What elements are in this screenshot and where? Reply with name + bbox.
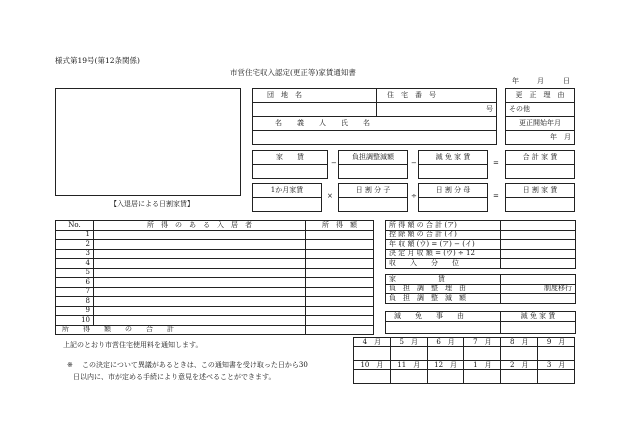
- table-row: [56, 259, 374, 269]
- row-number: 4: [56, 259, 94, 269]
- resident-cell[interactable]: [94, 306, 306, 316]
- start-label: 更正開始年月: [506, 117, 575, 131]
- income-cell[interactable]: [306, 287, 374, 297]
- rent-row-label: 負 担 調 整 減 額: [386, 294, 501, 304]
- month-cell: 2 月: [501, 361, 538, 370]
- date-year: 年: [512, 77, 519, 85]
- summary-value[interactable]: [501, 249, 576, 259]
- summary-label: 年 収 額 (ウ) = (ア) − (イ): [386, 240, 501, 250]
- adjust-field[interactable]: [339, 165, 408, 179]
- exempt-rent-field[interactable]: [501, 322, 576, 334]
- row-number: 3: [56, 249, 94, 259]
- summary-value[interactable]: [501, 259, 576, 269]
- summary-label: 決 定 月 収 額 = (ウ) ÷ 12: [386, 249, 501, 259]
- month-value[interactable]: [354, 347, 391, 361]
- summary-value[interactable]: [501, 221, 576, 231]
- times-sign: ×: [327, 192, 333, 200]
- table-row: [56, 316, 374, 326]
- notice-text: 上記のとおり市営住宅使用料を通知します。: [63, 341, 203, 349]
- table-row: [56, 268, 374, 278]
- document-title: 市営住宅収入認定(更正等)家賃通知書: [230, 68, 356, 77]
- month-cell: 8 月: [501, 338, 538, 347]
- daily-box: [505, 183, 575, 212]
- monthly-field[interactable]: [253, 198, 322, 212]
- remark-line-2: 日以内に、市が定める手続により意見を述べることができます。: [73, 373, 276, 381]
- daily-field[interactable]: [506, 198, 575, 212]
- daily-rent-note: 【入退居による日割家賃】: [110, 200, 194, 208]
- month-value[interactable]: [538, 370, 575, 384]
- month-value[interactable]: [390, 347, 427, 361]
- equals-sign-2: =: [493, 192, 499, 200]
- numerator-box: [338, 183, 408, 212]
- summary-label: 所 得 額 の 合 計 (ア): [386, 221, 501, 231]
- rent-row-value[interactable]: [501, 275, 576, 285]
- row-number: 1: [56, 230, 94, 240]
- rent-field[interactable]: [253, 165, 328, 179]
- resident-cell[interactable]: [94, 249, 306, 259]
- resident-cell[interactable]: [94, 230, 306, 240]
- resident-cell[interactable]: [94, 297, 306, 307]
- table-row: [56, 297, 374, 307]
- resident-cell[interactable]: [94, 316, 306, 326]
- meigi-field[interactable]: [253, 131, 497, 145]
- resident-header: 所 得 の あ る 入 居 者: [94, 221, 306, 231]
- resident-cell[interactable]: [94, 268, 306, 278]
- month-value[interactable]: [427, 347, 464, 361]
- rent-label: 家 賃: [253, 151, 328, 165]
- exempt-reason-label: 減 免 事 由: [386, 312, 501, 322]
- income-cell[interactable]: [306, 240, 374, 250]
- income-header-row: [56, 221, 374, 231]
- income-cell[interactable]: [306, 230, 374, 240]
- income-total-row: [56, 325, 374, 335]
- denominator-field[interactable]: [419, 198, 488, 212]
- month-cell: 12 月: [427, 361, 464, 370]
- reduce-label: 減 免 家 賃: [419, 151, 488, 165]
- month-cell: 7 月: [464, 338, 501, 347]
- income-cell[interactable]: [306, 316, 374, 326]
- rent-row-label: 負 担 調 整 理 由: [386, 284, 501, 294]
- month-cell: 4 月: [354, 338, 391, 347]
- summary-label: 収 入 分 位: [386, 259, 501, 269]
- row-number: 7: [56, 287, 94, 297]
- reason-label: 更 正 理 由: [506, 89, 575, 103]
- equals-sign-1: =: [493, 159, 499, 167]
- month-value[interactable]: [427, 370, 464, 384]
- income-table: [55, 220, 374, 335]
- table-row: [56, 287, 374, 297]
- exempt-table: [385, 311, 576, 334]
- month-cell: 5 月: [390, 338, 427, 347]
- form-number: 様式第19号(第12条関係): [55, 56, 140, 65]
- row-number: 8: [56, 297, 94, 307]
- rent-table: [385, 274, 576, 304]
- danchi-label: 団 地 名: [253, 89, 377, 103]
- divide-sign: ÷: [411, 192, 417, 200]
- reason-other: その他: [506, 103, 575, 117]
- minus-sign-1: −: [331, 159, 337, 167]
- date-month: 月: [537, 77, 544, 85]
- rent-row-label: 家 賃: [386, 275, 501, 285]
- total-box: [505, 150, 575, 179]
- system-transition-note: 制度移行: [501, 284, 576, 294]
- month-value[interactable]: [464, 370, 501, 384]
- remark-mark: ※: [67, 361, 73, 369]
- row-number: 5: [56, 268, 94, 278]
- income-total-cell[interactable]: [306, 325, 374, 335]
- rent-row-value[interactable]: [501, 294, 576, 304]
- rent-box: [252, 150, 328, 179]
- monthly-label: 1か月家賃: [253, 184, 322, 198]
- numerator-label: 日 割 分 子: [339, 184, 408, 198]
- summary-table: [385, 220, 576, 269]
- month-cell: 9 月: [538, 338, 575, 347]
- income-total-label: 所 得 額 の 合 計: [56, 325, 306, 335]
- adjust-label: 負担調整減額: [339, 151, 408, 165]
- reduce-box: [418, 150, 488, 179]
- income-cell[interactable]: [306, 259, 374, 269]
- monthly-box: [252, 183, 322, 212]
- exempt-rent-label: 減 免 家 賃: [501, 312, 576, 322]
- month-cell: 10 月: [354, 361, 391, 370]
- adjust-box: [338, 150, 408, 179]
- remark-line-1: この決定について異議があるときは、この通知書を受け取った日から30: [82, 361, 308, 369]
- table-row: [56, 278, 374, 288]
- resident-cell[interactable]: [94, 287, 306, 297]
- month-cell: 3 月: [538, 361, 575, 370]
- jutaku-label: 住 宅 番 号: [377, 89, 497, 103]
- denominator-label: 日 割 分 母: [419, 184, 488, 198]
- minus-sign-2: −: [411, 159, 417, 167]
- summary-label: 控 除 額 の 合 計 (イ): [386, 230, 501, 240]
- reason-box: [505, 88, 575, 145]
- total-field[interactable]: [506, 165, 575, 179]
- month-value[interactable]: [354, 370, 391, 384]
- resident-cell[interactable]: [94, 278, 306, 288]
- no-header: No.: [56, 221, 94, 231]
- numerator-field[interactable]: [339, 198, 408, 212]
- daily-label: 日 割 家 賃: [506, 184, 575, 198]
- income-cell[interactable]: [306, 268, 374, 278]
- month-value[interactable]: [501, 347, 538, 361]
- income-cell[interactable]: [306, 249, 374, 259]
- reduce-field[interactable]: [419, 165, 488, 179]
- start-ym: 年 月: [506, 131, 575, 145]
- table-row: [56, 249, 374, 259]
- month-cell: 1 月: [464, 361, 501, 370]
- month-cell: 11 月: [390, 361, 427, 370]
- month-value[interactable]: [390, 370, 427, 384]
- table-row: [56, 306, 374, 316]
- row-number: 10: [56, 316, 94, 326]
- address-box: [252, 88, 497, 145]
- month-value[interactable]: [501, 370, 538, 384]
- month-value[interactable]: [464, 347, 501, 361]
- row-number: 6: [56, 278, 94, 288]
- months-grid: [353, 337, 575, 384]
- danchi-field[interactable]: [253, 103, 377, 117]
- income-cell[interactable]: [306, 278, 374, 288]
- month-cell: 6 月: [427, 338, 464, 347]
- row-number: 9: [56, 306, 94, 316]
- go-label: 号: [377, 103, 497, 117]
- resident-cell[interactable]: [94, 259, 306, 269]
- exempt-reason-field[interactable]: [386, 322, 501, 334]
- table-row: [56, 230, 374, 240]
- denominator-box: [418, 183, 488, 212]
- month-value[interactable]: [538, 347, 575, 361]
- summary-value[interactable]: [501, 240, 576, 250]
- total-label: 合 計 家 賃: [506, 151, 575, 165]
- income-cell[interactable]: [306, 306, 374, 316]
- summary-value[interactable]: [501, 230, 576, 240]
- meigi-label: 名 義 人 氏 名: [253, 117, 497, 131]
- income-cell[interactable]: [306, 297, 374, 307]
- date-day: 日: [563, 77, 570, 85]
- income-header: 所 得 額: [306, 221, 374, 231]
- resident-cell[interactable]: [94, 240, 306, 250]
- blank-box: [55, 88, 241, 196]
- table-row: [56, 240, 374, 250]
- row-number: 2: [56, 240, 94, 250]
